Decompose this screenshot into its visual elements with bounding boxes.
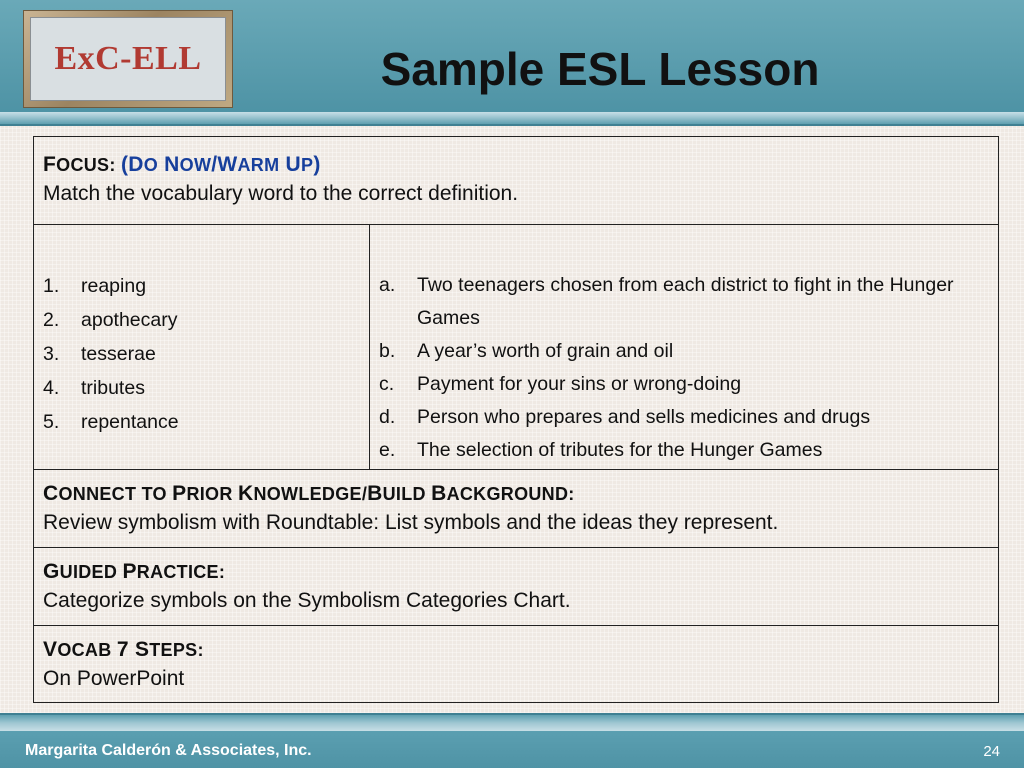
focus-row [34,137,999,225]
focus-instruction: Match the vocabulary word to the correct definition. [43,182,519,205]
connect-heading: CONNECT TO PRIOR KNOWLEDGE/BUILD BACKGROUND: [43,482,575,505]
focus-heading: FOCUS: (DO NOW/WARM UP) [43,153,321,176]
logo-text: ExC-ELL [54,40,202,77]
slide-title: Sample ESL Lesson [380,43,820,95]
focus-cell [34,137,999,225]
slide-footer [0,731,1024,768]
definition-item: e. The selection of tributes for the Hunger Games [379,439,823,461]
matching-row [34,225,999,470]
guided-cell [34,548,999,626]
header-stripe [0,112,1024,126]
connect-cell [34,470,999,548]
vocab-cell [34,626,999,703]
focus-subheading: (DO NOW/WARM UP) [120,153,321,176]
vocabulary-item: 5. repentance [43,411,179,433]
definition-item: d. Person who prepares and sells medicines and drugs [379,406,871,428]
connect-row [34,470,999,548]
logo-frame [23,10,233,108]
vocabulary-item: 1. reaping [43,275,147,297]
guided-row [34,548,999,626]
lesson-table [33,136,999,703]
vocab-heading: VOCAB 7 STEPS: [43,638,204,661]
definitions-cell [370,225,999,470]
definition-item: a. Two teenagers chosen from each district to fight in the Hunger Games [379,274,954,329]
page-number: 24 [983,743,1000,760]
definition-item: b. A year’s worth of grain and oil [379,340,674,362]
definition-list [379,269,989,467]
guided-body: Categorize symbols on the Symbolism Categories Chart. [43,589,571,612]
footer-stripe [0,713,1024,731]
guided-heading: GUIDED PRACTICE: [43,560,226,583]
words-cell [34,225,370,470]
vocabulary-item: 4. tributes [43,377,145,399]
slide-header [0,0,1024,112]
definition-item: c. Payment for your sins or wrong-doing [379,373,742,395]
vocabulary-list [43,269,360,439]
connect-body: Review symbolism with Roundtable: List symbols and the ideas they represent. [43,511,779,534]
footer-credit: Margarita Calderón & Associates, Inc. [25,742,312,759]
logo [30,17,226,101]
vocabulary-item: 2. apothecary [43,309,178,331]
vocab-row [34,626,999,703]
vocabulary-item: 3. tesserae [43,343,156,365]
vocab-body: On PowerPoint [43,667,185,690]
